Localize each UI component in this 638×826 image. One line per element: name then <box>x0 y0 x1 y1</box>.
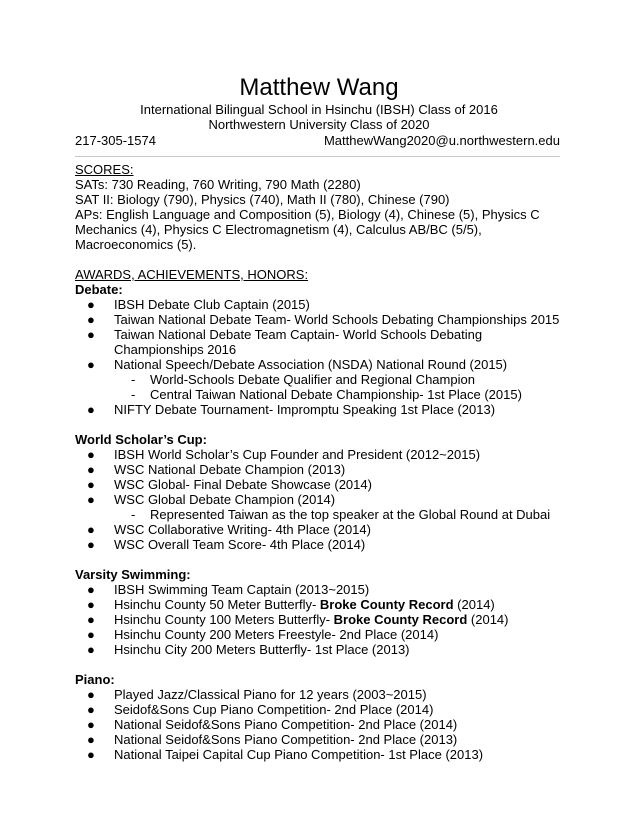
list-item: ● National Speech/Debate Association (NSDA) National Round (2015) <box>87 357 508 372</box>
scores-line: Mechanics (4), Physics C Electromagnetism (4), Calculus AB/BC (5/5), <box>75 222 482 237</box>
awards-heading: AWARDS, ACHIEVEMENTS, HONORS: <box>75 267 309 282</box>
list-item: ● Taiwan National Debate Team- World Schools Debating Championships 2015 <box>87 312 560 327</box>
dash-icon: - <box>131 507 136 522</box>
header-divider <box>75 156 560 157</box>
bullet-icon: ● <box>87 747 95 762</box>
list-item: ● Taiwan National Debate Team Captain- World Schools Debating Championships 2016 <box>87 327 483 357</box>
scores-line: Macroeconomics (5). <box>75 237 197 252</box>
bullet-icon: ● <box>87 597 95 612</box>
wsc-heading: World Scholar’s Cup: <box>75 432 207 447</box>
phone-number: 217-305-1574 <box>75 133 156 148</box>
list-item: ● Hsinchu County 50 Meter Butterfly- Broke County Record (2014) <box>87 597 495 612</box>
list-item: ● WSC Global- Final Debate Showcase (2014) <box>87 477 372 492</box>
list-item: ● WSC Overall Team Score- 4th Place (2014) <box>87 537 366 552</box>
bullet-icon: ● <box>87 717 95 732</box>
university-line: Northwestern University Class of 2020 <box>208 117 430 132</box>
scores-line: SATs: 730 Reading, 760 Writing, 790 Math (2280) <box>75 177 361 192</box>
list-item: ● Seidof&Sons Cup Piano Competition- 2nd Place (2014) <box>87 702 434 717</box>
resume-body <box>75 162 565 762</box>
dash-icon: - <box>131 387 136 402</box>
list-item: ● Played Jazz/Classical Piano for 12 years (2003~2015) <box>87 687 427 702</box>
list-item: ● National Seidof&Sons Piano Competition- 2nd Place (2014) <box>87 717 458 732</box>
list-item: ● IBSH Debate Club Captain (2015) <box>87 297 310 312</box>
list-item: ● NIFTY Debate Tournament- Impromptu Speaking 1st Place (2013) <box>87 402 496 417</box>
list-item: ● National Taipei Capital Cup Piano Competition- 1st Place (2013) <box>87 747 484 762</box>
bullet-icon: ● <box>87 297 95 312</box>
school-line: International Bilingual School in Hsinchu (IBSH) Class of 2016 <box>140 102 498 117</box>
list-item: ● National Seidof&Sons Piano Competition- 2nd Place (2013) <box>87 732 458 747</box>
bullet-icon: ● <box>87 732 95 747</box>
scores-heading: SCORES: <box>75 162 134 177</box>
record-text: Broke County Record <box>319 597 454 612</box>
list-item: ● Hsinchu City 200 Meters Butterfly- 1st Place (2013) <box>87 642 410 657</box>
bullet-icon: ● <box>87 522 95 537</box>
sub-list-item: - Central Taiwan National Debate Championship- 1st Place (2015) <box>131 387 522 402</box>
resume-name: Matthew Wang <box>239 74 399 101</box>
list-item: ● Hsinchu County 100 Meters Butterfly- Broke County Record (2014) <box>87 612 509 627</box>
bullet-icon: ● <box>87 642 95 657</box>
scores-line: SAT II: Biology (790), Physics (740), Math II (780), Chinese (790) <box>75 192 450 207</box>
bullet-icon: ● <box>87 327 95 342</box>
record-text: Broke County Record <box>333 612 468 627</box>
scores-line: APs: English Language and Composition (5), Biology (4), Chinese (5), Physics C <box>75 207 540 222</box>
bullet-icon: ● <box>87 402 95 417</box>
piano-heading: Piano: <box>75 672 115 687</box>
bullet-icon: ● <box>87 582 95 597</box>
email-address[interactable]: MatthewWang2020@u.northwestern.edu <box>323 133 560 148</box>
bullet-icon: ● <box>87 447 95 462</box>
dash-icon: - <box>131 372 136 387</box>
bullet-icon: ● <box>87 612 95 627</box>
sub-list-item: - Represented Taiwan as the top speaker at the Global Round at Dubai <box>131 507 551 522</box>
list-item: ● IBSH World Scholar’s Cup Founder and President (2012~2015) <box>87 447 481 462</box>
list-item: ● WSC Global Debate Champion (2014) <box>87 492 336 507</box>
list-item: ● WSC National Debate Champion (2013) <box>87 462 346 477</box>
sub-list-item: - World-Schools Debate Qualifier and Regional Champion <box>131 372 475 387</box>
bullet-icon: ● <box>87 627 95 642</box>
debate-heading: Debate: <box>75 282 123 297</box>
swimming-heading: Varsity Swimming: <box>75 567 191 582</box>
bullet-icon: ● <box>87 477 95 492</box>
bullet-icon: ● <box>87 492 95 507</box>
bullet-icon: ● <box>87 702 95 717</box>
bullet-icon: ● <box>87 462 95 477</box>
bullet-icon: ● <box>87 537 95 552</box>
bullet-icon: ● <box>87 687 95 702</box>
list-item: ● Hsinchu County 200 Meters Freestyle- 2nd Place (2014) <box>87 627 439 642</box>
bullet-icon: ● <box>87 312 95 327</box>
list-item: ● IBSH Swimming Team Captain (2013~2015) <box>87 582 370 597</box>
contact-line <box>75 133 560 149</box>
bullet-icon: ● <box>87 357 95 372</box>
list-item: ● WSC Collaborative Writing- 4th Place (2014) <box>87 522 371 537</box>
